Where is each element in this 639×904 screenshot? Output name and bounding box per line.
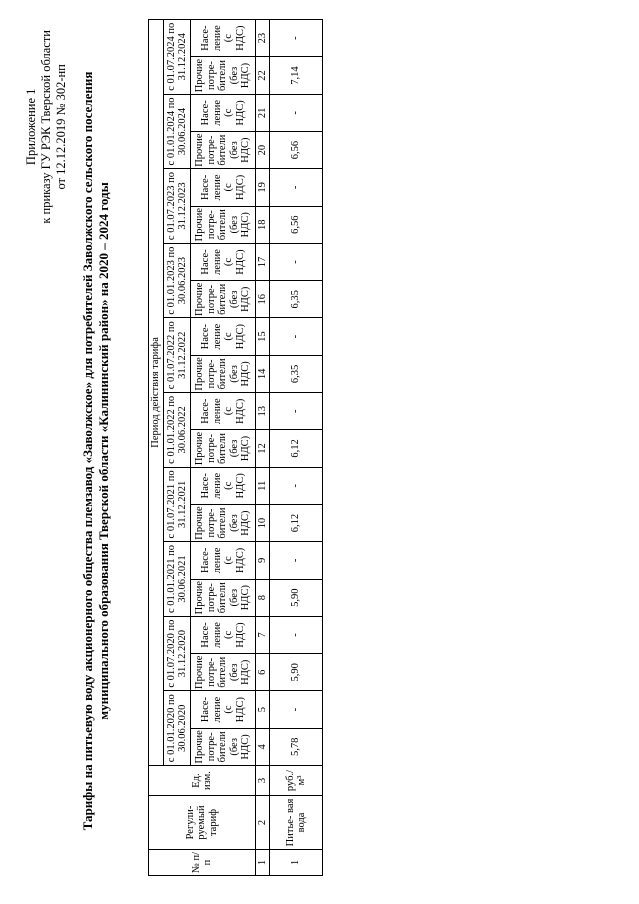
- column-number: 5: [256, 691, 270, 728]
- title-line-2: муниципального образования Тверской области «Калининский район» на 2020 – 2024 годы: [96, 182, 111, 720]
- column-number: 9: [256, 542, 270, 579]
- tariff-value: -: [270, 467, 323, 504]
- consumer-other: Прочие потре- бители (без НДС): [191, 281, 256, 318]
- consumer-other: Прочие потре- бители (без НДС): [191, 728, 256, 765]
- consumer-other: Прочие потре- бители (без НДС): [191, 57, 256, 94]
- column-number: 11: [256, 467, 270, 504]
- column-number: 22: [256, 57, 270, 94]
- period-range: с 01.07.2023 по 31.12.2023: [164, 169, 191, 244]
- tariff-value: -: [270, 94, 323, 131]
- period-range: с 01.07.2021 по 31.12.2021: [164, 467, 191, 542]
- column-number: 7: [256, 616, 270, 653]
- period-range: с 01.01.2022 по 30.06.2022: [164, 393, 191, 468]
- consumer-population: Насе- ление (с НДС): [191, 94, 256, 131]
- header-period: Период действия тарифа: [149, 19, 164, 765]
- row-tariff-name: Питье- вая вода: [270, 796, 323, 850]
- rotated-sheet: [18, 16, 618, 886]
- column-number: 4: [256, 728, 270, 765]
- column-number: 16: [256, 281, 270, 318]
- period-range: с 01.07.2024 по 31.12.2024: [164, 19, 191, 94]
- consumer-population: Насе- ление (с НДС): [191, 318, 256, 355]
- tariff-value: 6,56: [270, 131, 323, 168]
- appendix-block: [24, 30, 69, 224]
- consumer-other: Прочие потре- бители (без НДС): [191, 206, 256, 243]
- column-number: 2: [256, 796, 270, 850]
- consumer-other: Прочие потре- бители (без НДС): [191, 355, 256, 392]
- column-number: 18: [256, 206, 270, 243]
- column-number: 14: [256, 355, 270, 392]
- column-number: 20: [256, 131, 270, 168]
- tariff-value: 6,35: [270, 281, 323, 318]
- column-number: 8: [256, 579, 270, 616]
- column-number: 23: [256, 19, 270, 57]
- consumer-population: Насе- ление (с НДС): [191, 169, 256, 206]
- appendix-line-2: к приказу ГУ РЭК Тверской области: [39, 30, 53, 224]
- period-range: с 01.01.2021 по 30.06.2021: [164, 542, 191, 617]
- tariff-value: 7,14: [270, 57, 323, 94]
- tariff-value: 6,12: [270, 504, 323, 541]
- tariff-value: 5,90: [270, 654, 323, 691]
- appendix-line-1: Приложение 1: [24, 88, 38, 166]
- row-num: 1: [270, 850, 323, 876]
- period-range: с 01.07.2022 по 31.12.2022: [164, 318, 191, 393]
- tariff-value: -: [270, 19, 323, 57]
- consumer-population: Насе- ление (с НДС): [191, 393, 256, 430]
- tariff-value: -: [270, 243, 323, 280]
- period-range: с 01.01.2024 по 30.06.2024: [164, 94, 191, 169]
- title-line-1: Тарифы на питьевую воду акционерного общества племзавод «Заволжское» для потребителей Заволжского сельского поселения: [80, 71, 95, 831]
- consumer-population: Насе- ление (с НДС): [191, 243, 256, 280]
- consumer-other: Прочие потре- бители (без НДС): [191, 654, 256, 691]
- tariff-value: 5,90: [270, 579, 323, 616]
- header-tariff: Регули- руемый тариф: [149, 796, 256, 850]
- consumer-other: Прочие потре- бители (без НДС): [191, 430, 256, 467]
- tariff-value: -: [270, 691, 323, 728]
- tariff-table: [148, 19, 323, 876]
- header-unit: Ед. изм.: [149, 766, 256, 796]
- consumer-other: Прочие потре- бители (без НДС): [191, 579, 256, 616]
- column-number: 21: [256, 94, 270, 131]
- consumer-population: Насе- ление (с НДС): [191, 691, 256, 728]
- period-range: с 01.07.2020 по 31.12.2020: [164, 616, 191, 691]
- consumer-other: Прочие потре- бители (без НДС): [191, 504, 256, 541]
- tariff-value: 6,56: [270, 206, 323, 243]
- column-number: 19: [256, 169, 270, 206]
- tariff-value: -: [270, 169, 323, 206]
- tariff-value: 6,35: [270, 355, 323, 392]
- table-row: [270, 19, 323, 875]
- consumer-population: Насе- ление (с НДС): [191, 467, 256, 504]
- column-number: 6: [256, 654, 270, 691]
- consumer-population: Насе- ление (с НДС): [191, 616, 256, 653]
- column-number: 17: [256, 243, 270, 280]
- document-title: [80, 26, 112, 876]
- column-number: 3: [256, 766, 270, 796]
- column-number: 1: [256, 850, 270, 876]
- tariff-value: 6,12: [270, 430, 323, 467]
- consumer-other: Прочие потре- бители (без НДС): [191, 131, 256, 168]
- consumer-population: Насе- ление (с НДС): [191, 542, 256, 579]
- tariff-value: -: [270, 318, 323, 355]
- period-range: с 01.01.2023 по 30.06.2023: [164, 243, 191, 318]
- column-number: 15: [256, 318, 270, 355]
- tariff-value: -: [270, 616, 323, 653]
- row-unit: руб./м³: [270, 766, 323, 796]
- column-number: 10: [256, 504, 270, 541]
- column-number: 13: [256, 393, 270, 430]
- appendix-line-3: от 12.12.2019 № 302-нп: [54, 64, 68, 190]
- consumer-population: Насе- ление (с НДС): [191, 19, 256, 57]
- tariff-value: -: [270, 542, 323, 579]
- period-range: с 01.01.2020 по 30.06.2020: [164, 691, 191, 766]
- tariff-value: -: [270, 393, 323, 430]
- column-number: 12: [256, 430, 270, 467]
- header-num: № п/п: [149, 850, 256, 876]
- tariff-value: 5,78: [270, 728, 323, 765]
